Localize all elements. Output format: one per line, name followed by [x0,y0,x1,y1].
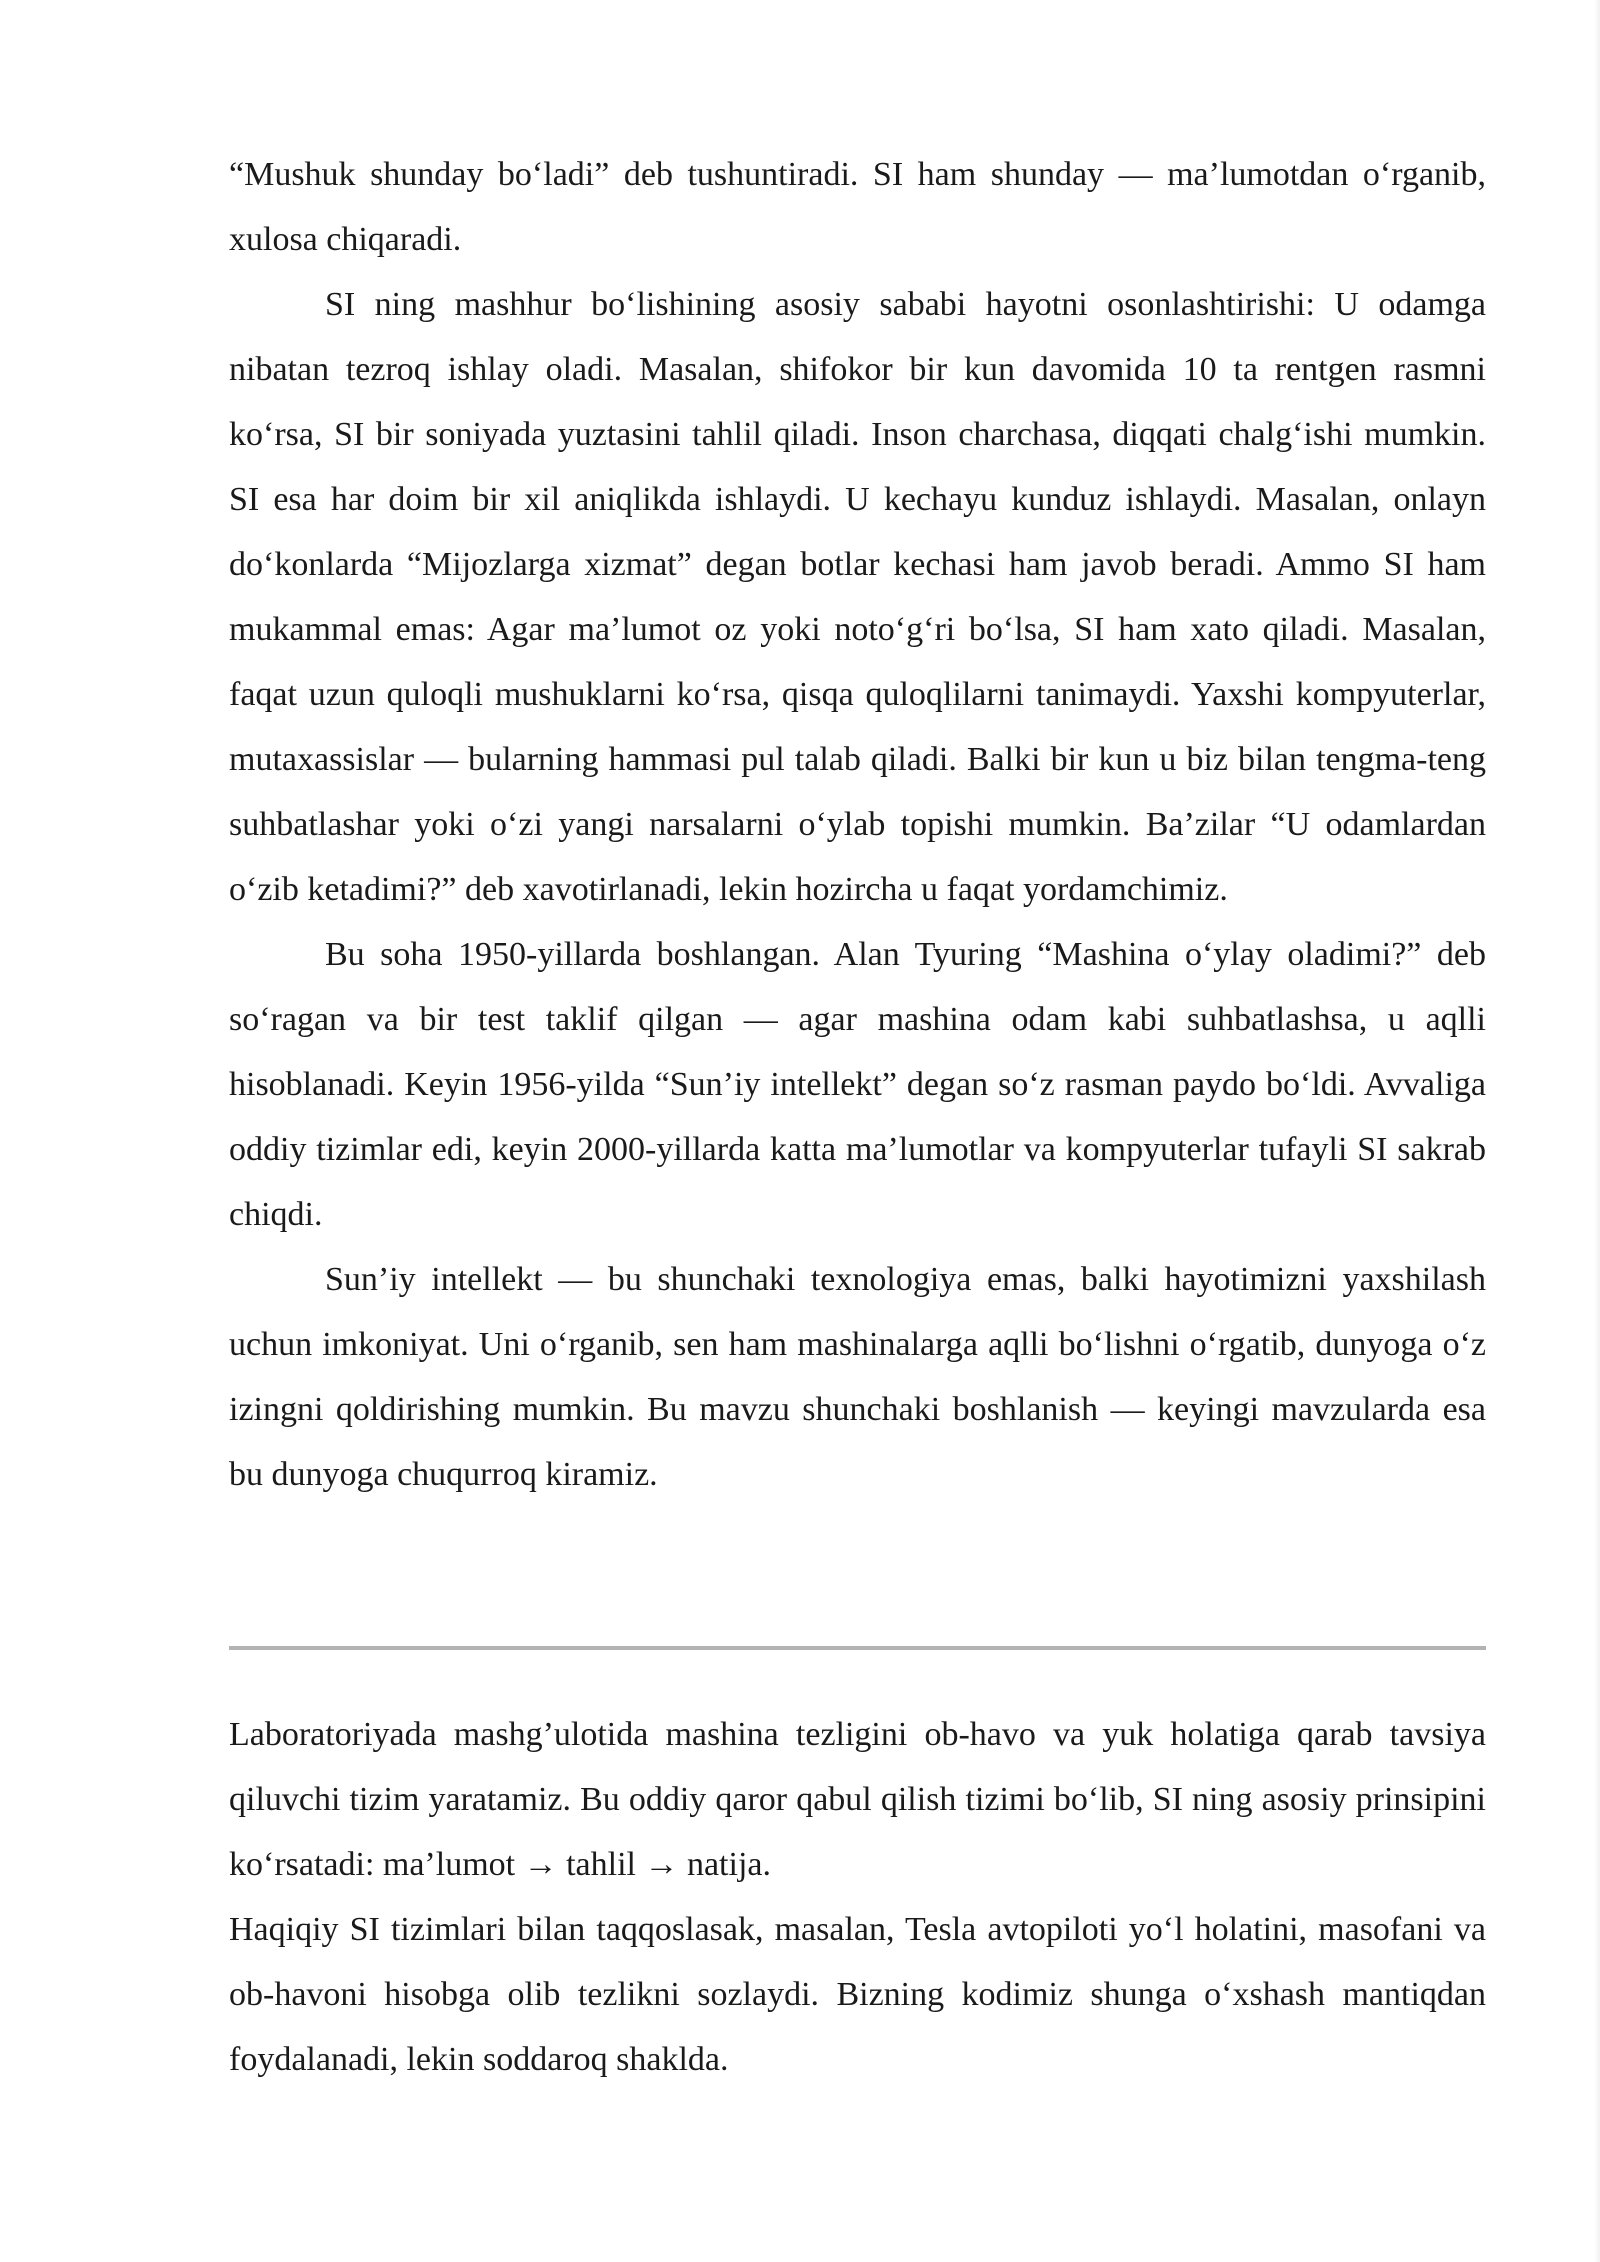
paragraph-lab-intro: Laboratoriyada mashg’ulotida mashina tezligini ob-havo va yuk holatiga qarab tavsiya qiluvchi tizim yaratamiz. Bu oddiy qaror qabul qilish tizimi bo‘lib, SI ning asosiy prinsipini ko‘rsatadi: ma’lumot → tahlil → natija. [229,1716,1486,1883]
paragraph-si-conclusion: Sun’iy intellekt — bu shunchaki texnologiya emas, balki hayotimizni yaxshilash uchun imkoniyat. Uni o‘rganib, sen ham mashinalarga aqlli bo‘lishni o‘rgatib, dunyoga o‘z izingni qoldirishing mumkin. Bu mavzu shunchaki boshlanish — keyingi mavzularda esa bu dunyoga chuqurroq kiramiz. [229,1261,1486,1493]
paragraph-lab-comparison: Haqiqiy SI tizimlari bilan taqqoslasak, masalan, Tesla avtopiloti yo‘l holatini, masofani va ob-havoni hisobga olib tezlikni sozlaydi. Bizning kodimiz shunga o‘xshash mantiqdan foydalanadi, lekin soddaroq shaklda. [229,1911,1486,2078]
page-edge-shadow [1594,0,1600,2262]
paragraph-continuation: “Mushuk shunday bo‘ladi” deb tushuntiradi. SI ham shunday — ma’lumotdan o‘rganib, xulosa chiqaradi. [229,156,1486,258]
paragraph-si-history: Bu soha 1950-yillarda boshlangan. Alan Tyuring “Mashina o‘ylay oladimi?” deb so‘ragan va bir test taklif qilgan — agar mashina odam kabi suhbatlashsa, u aqlli hisoblanadi. Keyin 1956-yilda “Sun’iy intellekt” degan so‘z rasman paydo bo‘ldi. Avvaliga oddiy tizimlar edi, keyin 2000-yillarda katta ma’lumotlar va kompyuterlar tufayli SI sakrab chiqdi. [229,936,1486,1233]
section-text-lower [229,1702,1486,2092]
paragraph-si-popularity: SI ning mashhur bo‘lishining asosiy sababi hayotni osonlashtirishi: U odamga nibatan tezroq ishlay oladi. Masalan, shifokor bir kun davomida 10 ta rentgen rasmni ko‘rsa, SI bir soniyada yuztasini tahlil qiladi. Inson charchasa, diqqati chalg‘ishi mumkin. SI esa har doim bir xil aniqlikda ishlaydi. U kechayu kunduz ishlaydi. Masalan, onlayn do‘konlarda “Mijozlarga xizmat” degan botlar kechasi ham javob beradi. Ammo SI ham mukammal emas: Agar ma’lumot oz yoki noto‘g‘ri bo‘lsa, SI ham xato qiladi. Masalan, faqat uzun quloqli mushuklarni ko‘rsa, qisqa quloqlilarni tanimaydi. Yaxshi kompyuterlar, mutaxassislar — bularning hammasi pul talab qiladi. Balki bir kun u biz bilan tengma-teng suhbatlashar yoki o‘zi yangi narsalarni o‘ylab topishi mumkin. Ba’zilar “U odamlardan o‘zib ketadimi?” deb xavotirlanadi, lekin hozircha u faqat yordamchimiz. [229,286,1486,908]
section-divider [229,1646,1486,1650]
section-text-upper [229,142,1486,1507]
